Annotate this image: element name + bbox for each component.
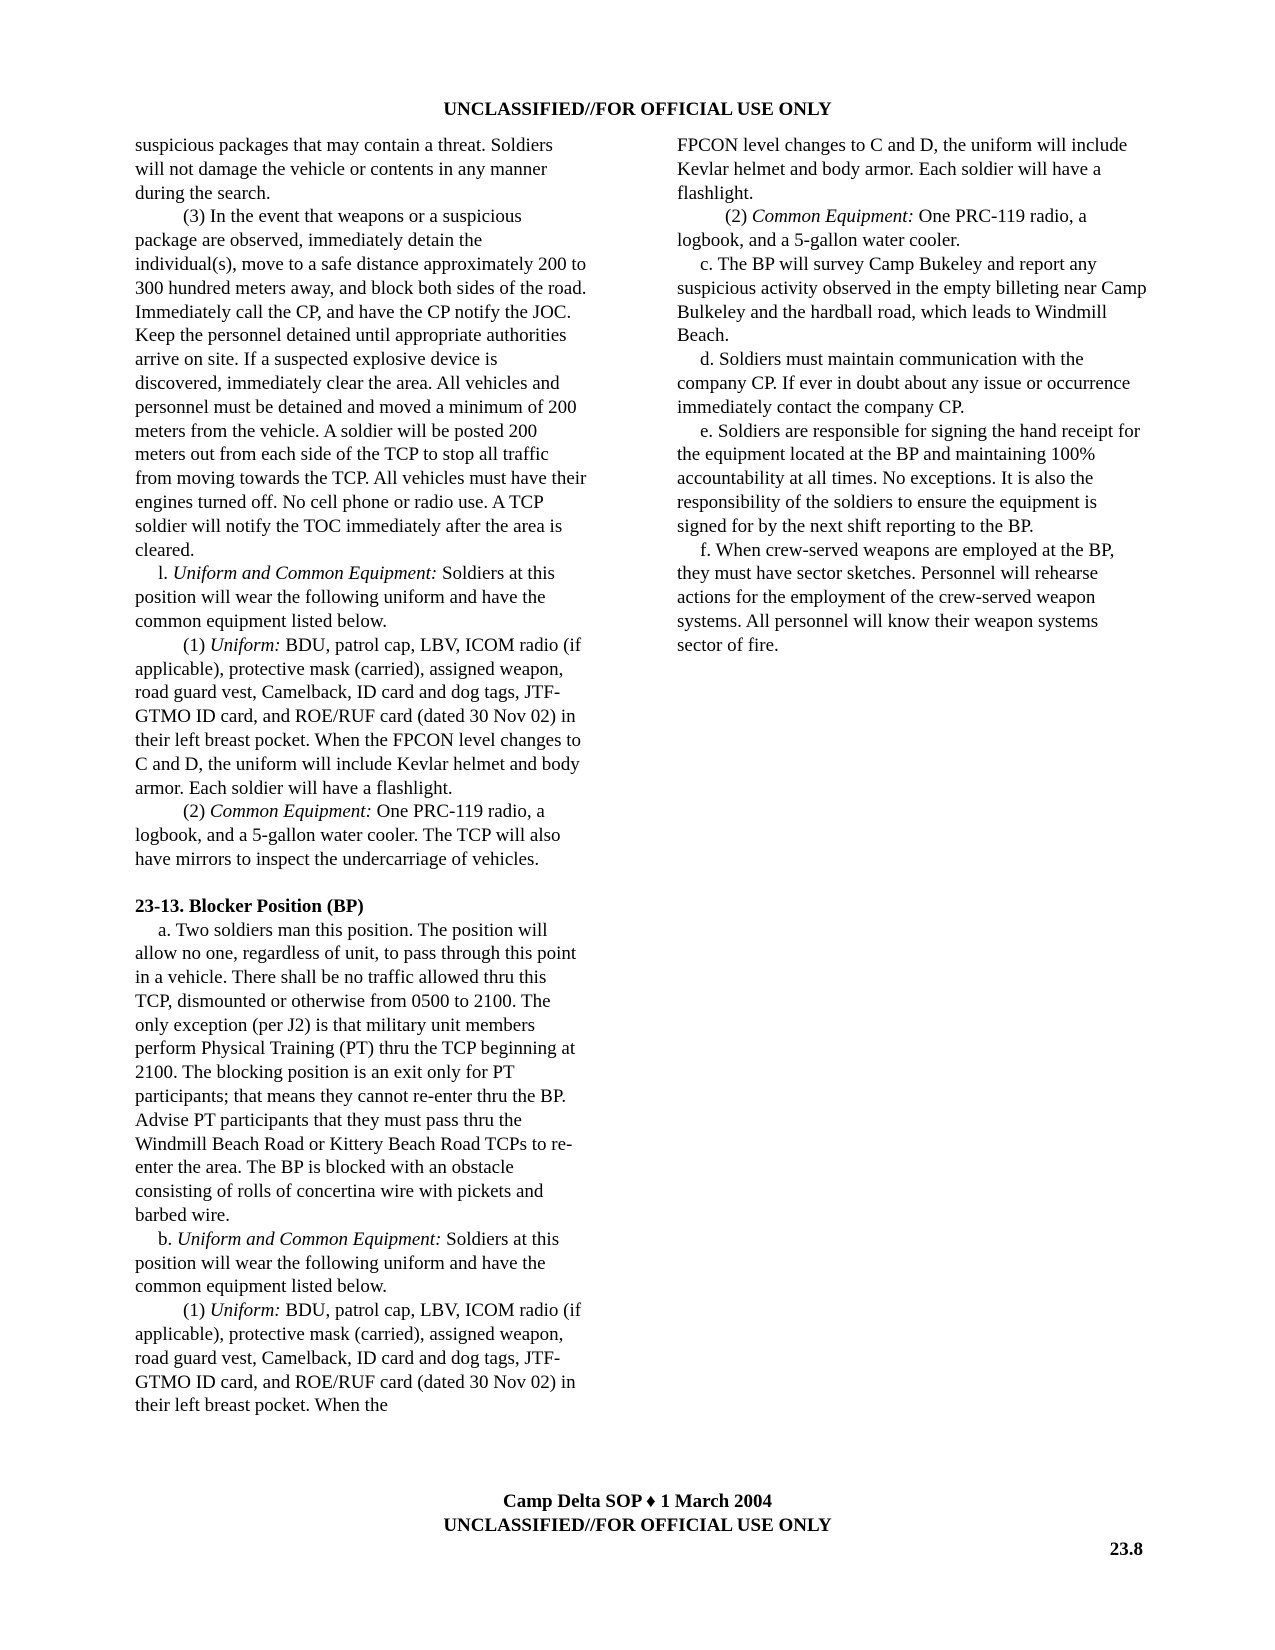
- paragraph-lead: b.: [158, 1228, 177, 1250]
- paragraph: [135, 1228, 587, 1299]
- section-heading: 23-13. Blocker Position (BP): [135, 895, 364, 917]
- italic-term: Common Equipment:: [209, 801, 372, 823]
- paragraph-lead: (1): [183, 1300, 210, 1322]
- paragraph: e. Soldiers are responsible for signing the hand receipt for the equipment located at the BP and maintaining 100% accountability at all times. No exceptions. It is also the responsibility of the soldiers to ensure the equipment is signed for by the next shift reporting to the BP.: [677, 420, 1141, 537]
- paragraph: a. Two soldiers man this position. The position will allow no one, regardless of unit, to pass through this point in a vehicle. There shall be no traffic allowed thru this TCP, dismounted or otherwise from 0500 to 2100. The only exception (per J2) is that military unit members perform Physical Training (PT) thru the TCP beginning at 2100. The blocking position is an exit only for PT participants; that means they cannot re-enter thru the BP. Advise PT participants that they must pass thru the Windmill Beach Road or Kittery Beach Road TCPs to re-enter the area. The BP is blocked with an obstacle consisting of rolls of concertina wire with pickets and barbed wire.: [135, 919, 577, 1227]
- paragraph-lead: (1): [183, 634, 210, 656]
- paragraph: d. Soldiers must maintain communication with the company CP. If ever in doubt about any issue or occurrence immediately contact the company CP.: [677, 349, 1131, 418]
- footer-classification: UNCLASSIFIED//FOR OFFICIAL USE ONLY: [443, 1515, 832, 1536]
- italic-term: Uniform and Common Equipment:: [172, 563, 438, 585]
- paragraph-text: BDU, patrol cap, LBV, ICOM radio (if applicable), protective mask (carried), assigned weapon, road guard vest, Camelback, ID card and dog tags, JTF-GTMO ID card, and ROE/RUF card (dated 30 Nov 02) in their left breast pocket. When the: [135, 1300, 582, 1417]
- italic-term: Uniform:: [209, 1300, 281, 1322]
- paragraph: [135, 634, 587, 801]
- paragraph: [135, 800, 587, 871]
- paragraph: FPCON level changes to C and D, the uniform will include Kevlar helmet and body armor. Each soldier will have a flashlight.: [677, 135, 1128, 204]
- footer-doc-line: Camp Delta SOP ♦ 1 March 2004: [503, 1491, 772, 1512]
- italic-term: Uniform:: [209, 634, 281, 656]
- paragraph-text: Soldiers at this position will wear the following uniform and have the common equipment listed below.: [135, 563, 555, 632]
- paragraph: (3) In the event that weapons or a suspicious package are observed, immediately detain the individual(s), move to a safe distance approximately 200 to 300 hundred meters away, and block both sides of the road. Immediately call the CP, and have the CP notify the JOC. Keep the personnel detained until appropriate authorities arrive on site. If a suspected explosive device is discovered, immediately clear the area. All vehicles and personnel must be detained and moved a minimum of 200 meters from the vehicle. A soldier will be posted 200 meters out from each side of the TCP to stop all traffic from moving towards the TCP. All vehicles must have their engines turned off. No cell phone or radio use. A TCP soldier will notify the TOC immediately after the area is cleared.: [135, 206, 587, 561]
- italic-term: Uniform and Common Equipment:: [177, 1228, 442, 1250]
- right-column: [677, 134, 1147, 658]
- paragraph: [135, 562, 587, 633]
- page-number: 23.8: [1109, 1539, 1143, 1560]
- italic-term: Common Equipment:: [751, 206, 914, 228]
- paragraph-text: BDU, patrol cap, LBV, ICOM radio (if applicable), protective mask (carried), assigned weapon, road guard vest, Camelback, ID card and dog tags, JTF-GTMO ID card, and ROE/RUF card (dated 30 Nov 02) in their left breast pocket. When the FPCON level changes to C and D, the uniform will include Kevlar helmet and body armor. Each soldier will have a flashlight.: [135, 634, 582, 799]
- paragraph: c. The BP will survey Camp Bukeley and report any suspicious activity observed in the empty billeting near Camp Bulkeley and the hardball road, which leads to Windmill Beach.: [677, 253, 1147, 347]
- paragraph-lead: (2): [725, 206, 752, 228]
- paragraph: suspicious packages that may contain a threat. Soldiers will not damage the vehicle or contents in any manner during the search.: [135, 135, 553, 204]
- paragraph-text: Soldiers at this position will wear the following uniform and have the common equipment listed below.: [135, 1228, 560, 1298]
- paragraph: [135, 1299, 587, 1418]
- paragraph-lead: (2): [183, 801, 210, 823]
- paragraph-lead: l.: [158, 563, 173, 585]
- paragraph-text: One PRC-119 radio, a logbook, and a 5-gallon water cooler. The TCP will also have mirrors to inspect the undercarriage of vehicles.: [135, 801, 561, 870]
- paragraph-text: One PRC-119 radio, a logbook, and a 5-gallon water cooler.: [677, 206, 1087, 252]
- paragraph: f. When crew-served weapons are employed at the BP, they must have sector sketches. Personnel will rehearse actions for the employment of the crew-served weapon systems. All personnel will know their weapon systems sector of fire.: [677, 539, 1115, 656]
- left-column: [135, 134, 587, 1418]
- paragraph: [677, 205, 1147, 253]
- header-classification: UNCLASSIFIED//FOR OFFICIAL USE ONLY: [443, 99, 832, 120]
